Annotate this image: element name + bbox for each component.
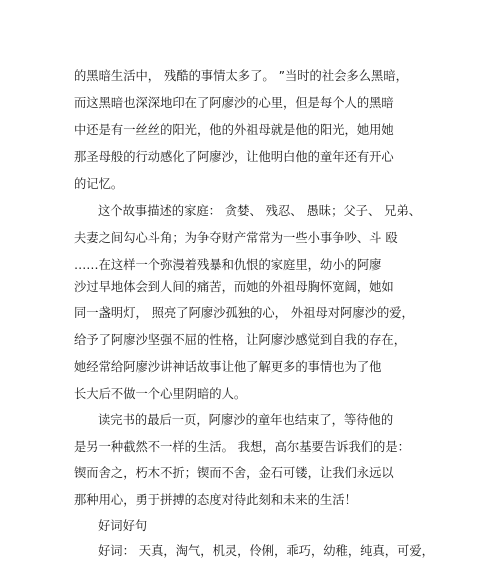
text-line: 同一盏明灯， 照亮了阿廖沙孤独的心， 外祖母对阿廖沙的爱， [74, 306, 414, 320]
text-line: 锲而舍之，朽木不折；锲而不舍，金石可镂，让我们永远以 [74, 466, 394, 480]
text-line: 这个故事描述的家庭： 贪婪、 残忍、 愚昧；父子、 兄弟、 [98, 204, 422, 218]
section-heading: 好词好句 [98, 519, 148, 533]
text-line: 沙过早地体会到人间的痛苦，而她的外祖母胸怀宽阔，她如 [74, 280, 394, 294]
text-line: 的记忆。 [74, 177, 124, 191]
text-line: 夫妻之间勾心斗角；为争夺财产常常为一些小事争吵、斗 殴 [74, 231, 398, 245]
text-line: 那圣母般的行动感化了阿廖沙，让他明白他的童年还有开心 [74, 150, 394, 164]
text-line: 读完书的最后一页，阿廖沙的童年也结束了，等待他的 [98, 413, 394, 427]
text-line: 是另一种截然不一样的生活。 我想，高尔基要告诉我们的是： [74, 440, 410, 454]
text-line: 长大后不做一个心里阴暗的人。 [74, 387, 247, 401]
text-line: 她经常给阿廖沙讲神话故事让他了解更多的事情也为了他 [74, 360, 382, 374]
text-line: 的黑暗生活中， 残酷的事情太多了。 ”当时的社会多么黑暗， [74, 69, 408, 83]
text-line: ……在这样一个弥漫着残暴和仇恨的家庭里，幼小的阿廖 [74, 258, 382, 272]
text-line: 那种用心，勇于拼搏的态度对待此刻和未来的生活！ [74, 493, 357, 507]
text-line: 给予了阿廖沙坚强不屈的性格，让阿廖沙感觉到自我的存在， [74, 333, 407, 347]
text-line: 中还是有一丝丝的阳光，他的外祖母就是他的阳光，她用她 [74, 123, 394, 137]
text-line: 好词： 天真，淘气，机灵，伶俐，乖巧，幼稚，纯真，可爱， [98, 544, 434, 558]
text-line: 而这黑暗也深深地印在了阿廖沙的心里，但是每个人的黑暗 [74, 96, 394, 110]
